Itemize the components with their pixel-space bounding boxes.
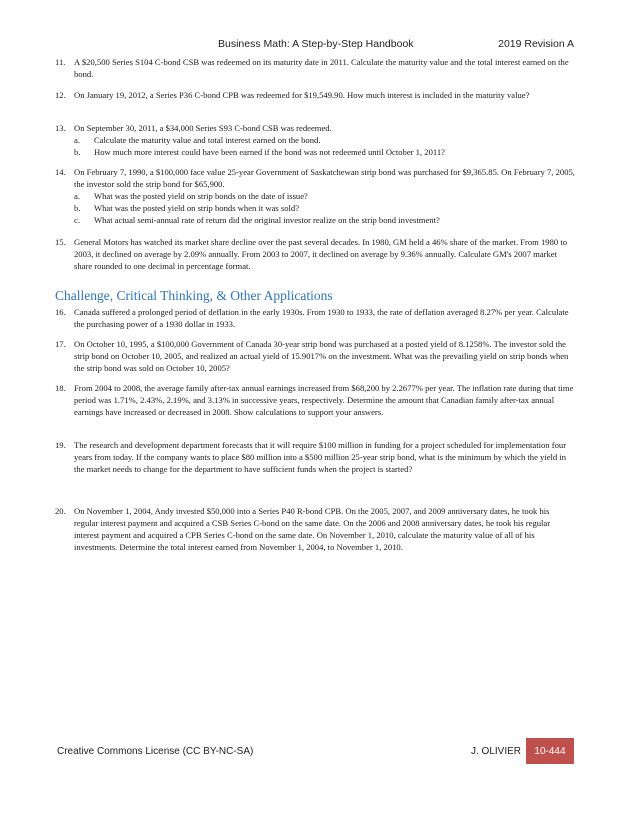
question-18 — [55, 382, 575, 418]
question-16 — [55, 306, 575, 330]
subquestion-label: a. — [74, 135, 80, 145]
question-number: 17. — [55, 339, 66, 349]
page-number-badge: 10-444 — [526, 738, 574, 764]
subquestion-a — [74, 190, 575, 202]
subquestion-label: c. — [74, 215, 80, 225]
subquestion-label: a. — [74, 191, 80, 201]
question-text: Canada suffered a prolonged period of deflation in the early 1930s. From 1930 to 1933, the rate of deflation averaged 8.27% per year. Calculate the purchasing power of a 1930 dollar in 1933. — [74, 307, 569, 329]
question-19 — [55, 439, 575, 475]
question-text: On September 30, 2011, a $34,000 Series S93 C-bond CSB was redeemed. — [74, 123, 332, 133]
subquestion-c — [74, 214, 575, 226]
question-number: 14. — [55, 167, 66, 177]
subquestion-label: b. — [74, 147, 81, 157]
question-13 — [55, 122, 575, 158]
question-17 — [55, 338, 575, 374]
question-text: On October 10, 1995, a $100,000 Government of Canada 30-year strip bond was purchased at a posted yield of 8.1258%. The investor sold the strip bond on October 10, 2005, and realized an actual yield of 15.9017% on the investment. What was the prevailing yield on strip bonds when the strip bond was sold on October 10, 2005? — [74, 339, 569, 373]
question-number: 11. — [55, 57, 66, 67]
header-title: Business Math: A Step-by-Step Handbook — [218, 38, 414, 50]
question-11 — [55, 56, 575, 80]
footer-author: J. OLIVIER — [471, 746, 522, 757]
subquestion-a — [74, 134, 575, 146]
question-text: From 2004 to 2008, the average family after-tax annual earnings increased from $68,200 by 2.2677% per year. The inflation rate during that time period was 1.71%, 2.43%, 2.19%, and 3.13% in successive years, respectively. Determine the amount that Canadian family after-tax annual earnings have increased or decreased in 2008. Show calculations to support your answers. — [74, 383, 574, 417]
question-text: On January 19, 2012, a Series P36 C-bond CPB was redeemed for $19,549.90. How much interest is included in the maturity value? — [74, 90, 530, 100]
question-14 — [55, 166, 575, 226]
subquestion-text: What actual semi-annual rate of return did the original investor realize on the strip bond investment? — [94, 215, 440, 225]
subquestion-text: What was the posted yield on strip bonds on the date of issue? — [94, 191, 308, 201]
subquestion-label: b. — [74, 203, 81, 213]
question-number: 12. — [55, 90, 66, 100]
question-number: 19. — [55, 440, 66, 450]
section-title: Challenge, Critical Thinking, & Other Applications — [55, 288, 333, 303]
footer-license: Creative Commons License (CC BY-NC-SA) — [57, 746, 254, 757]
subquestion-text: How much more interest could have been earned if the bond was not redeemed until October 1, 2011? — [94, 147, 445, 157]
question-text: General Motors has watched its market share decline over the past several decades. In 1980, GM held a 46% share of the market. From 1980 to 2003, it declined on average by 2.09% annually. From 2003 to 2007, it declined on average by 9.36% annually. Calculate GM's 2007 market share rounded to one decimal in percentage format. — [74, 237, 568, 271]
header-revision: 2019 Revision A — [498, 38, 574, 50]
question-number: 13. — [55, 123, 66, 133]
question-text: The research and development department forecasts that it will require $100 million in funding for a project scheduled for implementation four years from today. If the company wants to place $80 million into a $500 million 25-year strip bond, what is the minimum by which the yield in the market needs to change for the department to have sufficient funds when the project is started? — [74, 440, 567, 474]
subquestion-text: What was the posted yield on strip bonds when it was sold? — [94, 203, 300, 213]
subquestion-text: Calculate the maturity value and total interest earned on the bond. — [94, 135, 321, 145]
question-text: On February 7, 1990, a $100,000 face value 25-year Government of Saskatchewan strip bond was purchased for $9,365.85. On February 7, 2005, the investor sold the strip bond for $65,900. — [74, 167, 575, 189]
question-number: 20. — [55, 506, 66, 516]
question-15 — [55, 236, 575, 272]
question-text: On November 1, 2004, Andy invested $50,000 into a Series P40 R-bond CPB. On the 2005, 2007, and 2009 anniversary dates, he took his regular interest payment and acquired a CSB Series C-bond on the same date. On the 2006 and 2008 anniversary dates, he took his regular interest payment and acquired a CPB Series C-bond on the same date. On November 1, 2010, calculate the maturity value of all of his investments. Determine the total interest earned from November 1, 2004, to November 1, 2010. — [74, 506, 551, 552]
question-number: 16. — [55, 307, 66, 317]
question-number: 18. — [55, 383, 66, 393]
subquestion-b — [74, 146, 575, 158]
subquestion-b — [74, 202, 575, 214]
question-text: A $20,500 Series S104 C-bond CSB was redeemed on its maturity date in 2011. Calculate the maturity value and the total interest earned on the bond. — [74, 57, 569, 79]
question-12 — [55, 89, 575, 101]
question-20 — [55, 505, 575, 553]
question-number: 15. — [55, 237, 66, 247]
